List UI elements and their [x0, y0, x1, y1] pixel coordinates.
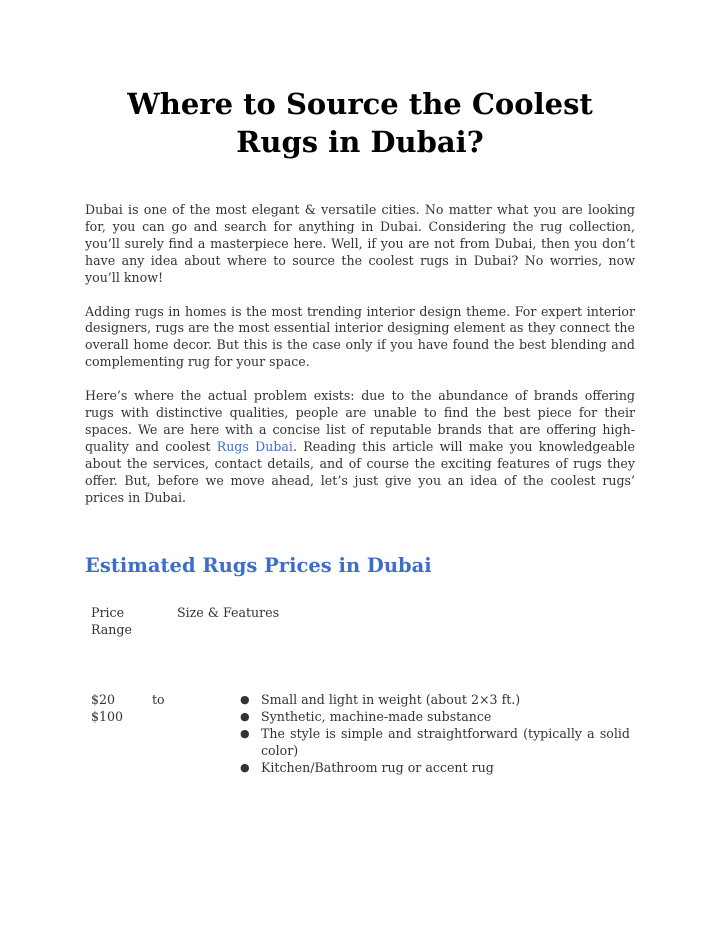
price-table — [85, 604, 635, 804]
problem-text-after-link: . Reading this article will make you knowledgeable about the services, contact details, and of course the exciting features of rugs they offer. But, before we move ahead, let’s just give you an idea of the coolest rugs’ prices in Dubai. — [85, 438, 635, 505]
price-to: $100 — [91, 708, 124, 724]
bullet-icon: ● — [240, 692, 250, 706]
feature-item — [240, 708, 630, 725]
feature-item — [240, 759, 630, 776]
problem-paragraph — [85, 388, 635, 506]
features-list — [240, 691, 630, 776]
header-size-features: Size & Features — [177, 604, 280, 620]
bullet-icon: ● — [240, 726, 250, 740]
rugs-dubai-link[interactable]: Rugs Dubai — [216, 438, 293, 454]
bullet-icon: ● — [240, 760, 250, 774]
feature-item — [240, 725, 630, 759]
feature-text: Small and light in weight (about 2×3 ft.) — [261, 691, 521, 707]
problem-text-before-link: Here’s where the actual problem exists: due to the abundance of brands offering rugs with distinctive qualities, people are unable to find the best piece for their spaces. We are here with a concise list of reputable brands that are offering high-quality and coolest — [85, 388, 635, 454]
price-from: $20 — [91, 691, 116, 707]
section-heading: Estimated Rugs Prices in Dubai — [85, 553, 432, 577]
trend-paragraph: Adding rugs in homes is the most trending interior design theme. For expert interior designers, rugs are the most essential interior designing element as they connect the overall home decor. But this is the case only if you have found the best blending and complementing rug for your space. — [85, 303, 635, 370]
intro-paragraph: Dubai is one of the most elegant & versatile cities. No matter what you are looking for, you can go and search for anything in Dubai. Considering the rug collection, you’ll surely find a masterpiece here. Well, if you are not from Dubai, then you don’t have any idea about where to source the coolest rugs in Dubai? No worries, now you’ll know! — [85, 202, 635, 285]
document-page — [85, 0, 635, 804]
feature-item — [240, 691, 630, 708]
page-title: Where to Source the Coolest Rugs in Dubai? — [127, 87, 593, 159]
feature-text: The style is simple and straightforward (typically a solid color) — [261, 725, 630, 758]
price-to-word: to — [152, 691, 165, 707]
bullet-icon: ● — [240, 709, 250, 723]
feature-text: Synthetic, machine-made substance — [261, 708, 492, 724]
feature-text: Kitchen/Bathroom rug or accent rug — [261, 759, 494, 775]
row-price-range — [91, 691, 171, 725]
header-price-range: Price Range — [91, 604, 132, 637]
